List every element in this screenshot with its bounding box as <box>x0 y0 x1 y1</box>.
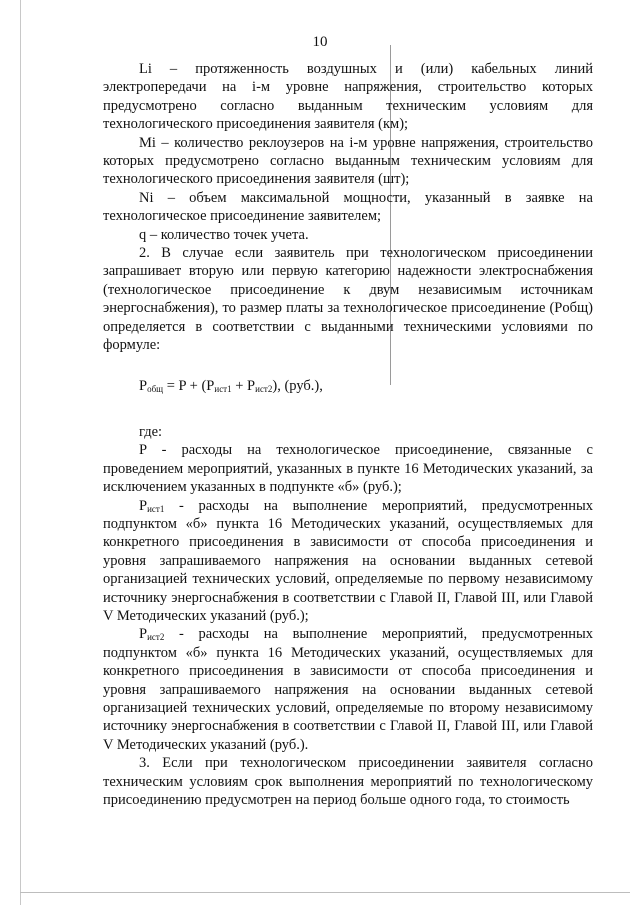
scan-artifact-bottom-line <box>20 892 630 893</box>
definition-p: P - расходы на технологическое присоединение, связанные с проведением мероприятий, указанных в пункте 16 Методических указаний, за исключением указанных в подпункте «б» (руб.); <box>103 442 593 496</box>
paragraph-item-3: 3. Если при технологическом присоединении заявителя согласно техническим условиям срок выполнения мероприятий по технологическому присоединению предусмотрен на период больше одного года, то стоимость <box>103 755 593 809</box>
formula-sub-ist1: ист1 <box>214 383 232 394</box>
formula <box>103 377 593 395</box>
definition-q: q – количество точек учета. <box>139 226 309 243</box>
formula-tail: ), (руб.), <box>272 377 323 394</box>
ist1-symbol: P <box>139 497 148 514</box>
formula-middle: = P + (P <box>163 377 215 394</box>
where-label: где: <box>139 423 163 440</box>
scan-artifact-left-line <box>20 0 21 905</box>
ist2-subscript: ист2 <box>147 632 165 643</box>
definition-p-ist2 <box>103 625 593 754</box>
definition-mi: Mi – количество реклоузеров на i-м уровне напряжения, строительство которых предусмотрено согласно выданным техническим условиям для технологического присоединения заявителя (шт); <box>103 134 593 188</box>
formula-lhs-sub: общ <box>147 383 164 394</box>
ist2-text: - расходы на выполнение мероприятий, предусмотренных подпунктом «б» пункта 16 Методических указаний, осуществляемых для конкретного присоединения в зависимости от способа присоединения и уровня запрашиваемого напряжения на основании выданных сетевой организацией технических условий, определяемые по второму независимому источнику энергоснабжения в соответствии с Главой II, Главой III, или Главой V Методических указаний (руб.). <box>103 626 593 753</box>
ist1-text: - расходы на выполнение мероприятий, предусмотренных подпунктом «б» пункта 16 Методических указаний, осуществляемых для конкретного присоединения в зависимости от способа присоединения и уровня запрашиваемого напряжения на основании выданных сетевой организацией технических условий, определяемые по первому независимому источнику энергоснабжения в соответствии с Главой II, Главой III, или Главой V Методических указаний (руб.); <box>103 497 593 624</box>
ist1-subscript: ист1 <box>147 503 165 514</box>
document-body <box>103 60 593 809</box>
definition-p-ist1 <box>103 497 593 626</box>
formula-sub-ist2: ист2 <box>255 383 273 394</box>
definition-li: Li – протяженность воздушных и (или) кабельных линий электропередачи на i-м уровне напряжения, строительство которых предусмотрено согласно выданным техническим условиям для технологического присоединения заявителя (км); <box>103 61 593 133</box>
formula-plus: + P <box>231 377 256 394</box>
definition-ni: Ni – объем максимальной мощности, указанный в заявке на технологическое присоединение заявителем; <box>103 189 593 225</box>
formula-lhs: P <box>139 377 148 394</box>
page-number: 10 <box>312 34 328 50</box>
paragraph-item-2: 2. В случае если заявитель при технологическом присоединении запрашивает вторую или первую категорию надежности электроснабжения (технологическое присоединение к двум независимым источникам энергоснабжения), то размер платы за технологическое присоединение (Pобщ) определяется в соответствии с выданными техническими условиями по формуле: <box>103 245 593 354</box>
ist2-symbol: P <box>139 626 148 643</box>
